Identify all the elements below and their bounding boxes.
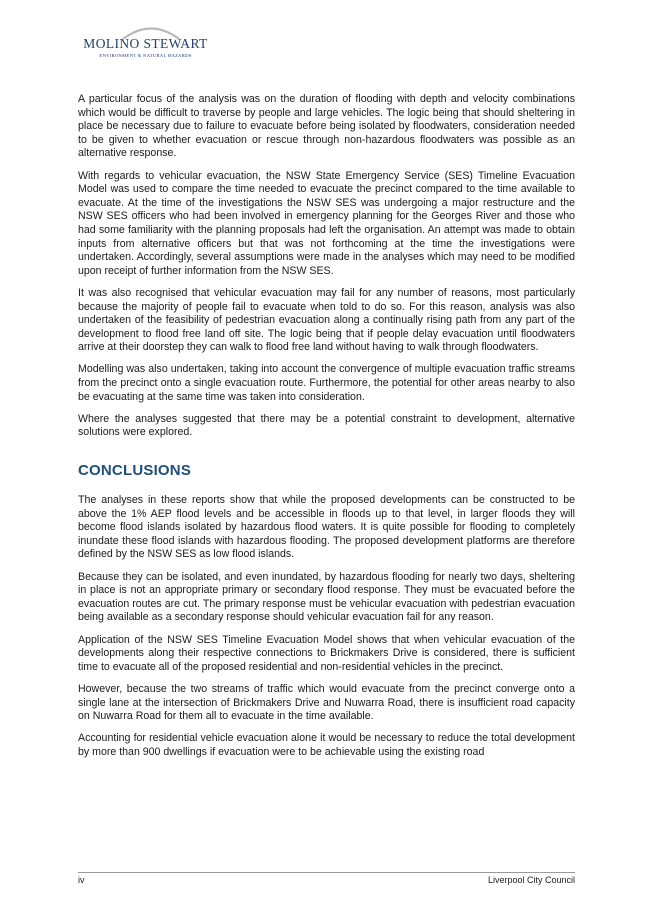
body-paragraph: It was also recognised that vehicular evacuation may fail for any number of reasons, most particularly because the majority of people fail to evacuate when told to do so. For this reason, analysis was also undertaken of the feasibility of pedestrian evacuation along a continually rising path from any part of the development to flood free land off site. The logic being that if people delay evacuation until floodwaters arrive at their doorstep they can walk to flood free land without having to walk through floodwaters. [78,286,575,354]
document-body [78,93,575,768]
logo-tagline: ENVIRONMENT & NATURAL HAZARDS [99,53,192,58]
footer-page-number: iv [78,875,85,885]
body-paragraph: Because they can be isolated, and even inundated, by hazardous flooding for nearly two days, sheltering in place is not an appropriate primary or secondary flood response. They must be evacuated before the evacuation routes are cut. The primary response must be vehicular evacuation with pedestrian evacuation being available as a secondary response should vehicular evacuation fail for any reason. [78,570,575,624]
footer-client-name: Liverpool City Council [487,875,575,885]
body-paragraph: Application of the NSW SES Timeline Evacuation Model shows that when vehicular evacuation of the developments along their respective connections to Brickmakers Drive is considered, there is sufficient time to evacuate all of the proposed residential and non-residential vehicles in the precinct. [78,633,575,673]
body-paragraph: The analyses in these reports show that while the proposed developments can be constructed to be above the 1% AEP flood levels and be accessible in floods up to that level, in larger floods they will become flood islands isolated by hazardous flood waters. It is quite possible for flooding to completely inundate these flood islands with hazardous flooding. The proposed development platforms are therefore defined by the NSW SES as low flood islands. [78,494,575,561]
company-logo [78,24,213,68]
body-paragraph: Accounting for residential vehicle evacuation alone it would be necessary to reduce the total development by more than 900 dwellings if evacuation were to be achievable using the existing road [78,732,575,758]
logo-name: MOLINO STEWART [83,36,208,51]
body-paragraph: Where the analyses suggested that there may be a potential constraint to development, alternative solutions were explored. [78,412,575,439]
section-heading-conclusions: CONCLUSIONS [78,462,192,480]
body-paragraph: A particular focus of the analysis was on the duration of flooding with depth and velocity combinations which would be difficult to traverse by people and large vehicles. The logic being that should sheltering in place be necessary due to failure to evacuate before being isolated by floodwaters, consideration needed to be given to whether evacuation or rescue through non-hazardous floodwaters was possible as an alternative response. [78,93,575,160]
body-paragraph: However, because the two streams of traffic which would evacuate from the precinct converge onto a single lane at the intersection of Brickmakers Drive and Nuwarra Road, there is insufficient road capacity on Nuwarra Road for them all to evacuate in the time available. [78,682,575,723]
body-paragraph: Modelling was also undertaken, taking into account the convergence of multiple evacuation traffic streams from the precinct onto a single evacuation route. Furthermore, the potential for other areas nearby to also be evacuating at the same time was taken into consideration. [78,363,575,403]
footer-divider [78,872,575,873]
body-paragraph: With regards to vehicular evacuation, the NSW State Emergency Service (SES) Timeline Evacuation Model was used to compare the time needed to evacuate the precinct compared to the time available to evacuate. At the time of the investigations the NSW SES was undergoing a major restructure and the NSW SES officers who had been involved in emergency planning for the Georges River and those who had some familiarity with the planning proposals had left the organisation. An attempt was made to obtain inputs from alternative officers but that was not forthcoming at the time the investigations were undertaken. Accordingly, several assumptions were made in the analyses which may need to be modified upon receipt of further information from the NSW SES. [78,169,575,277]
